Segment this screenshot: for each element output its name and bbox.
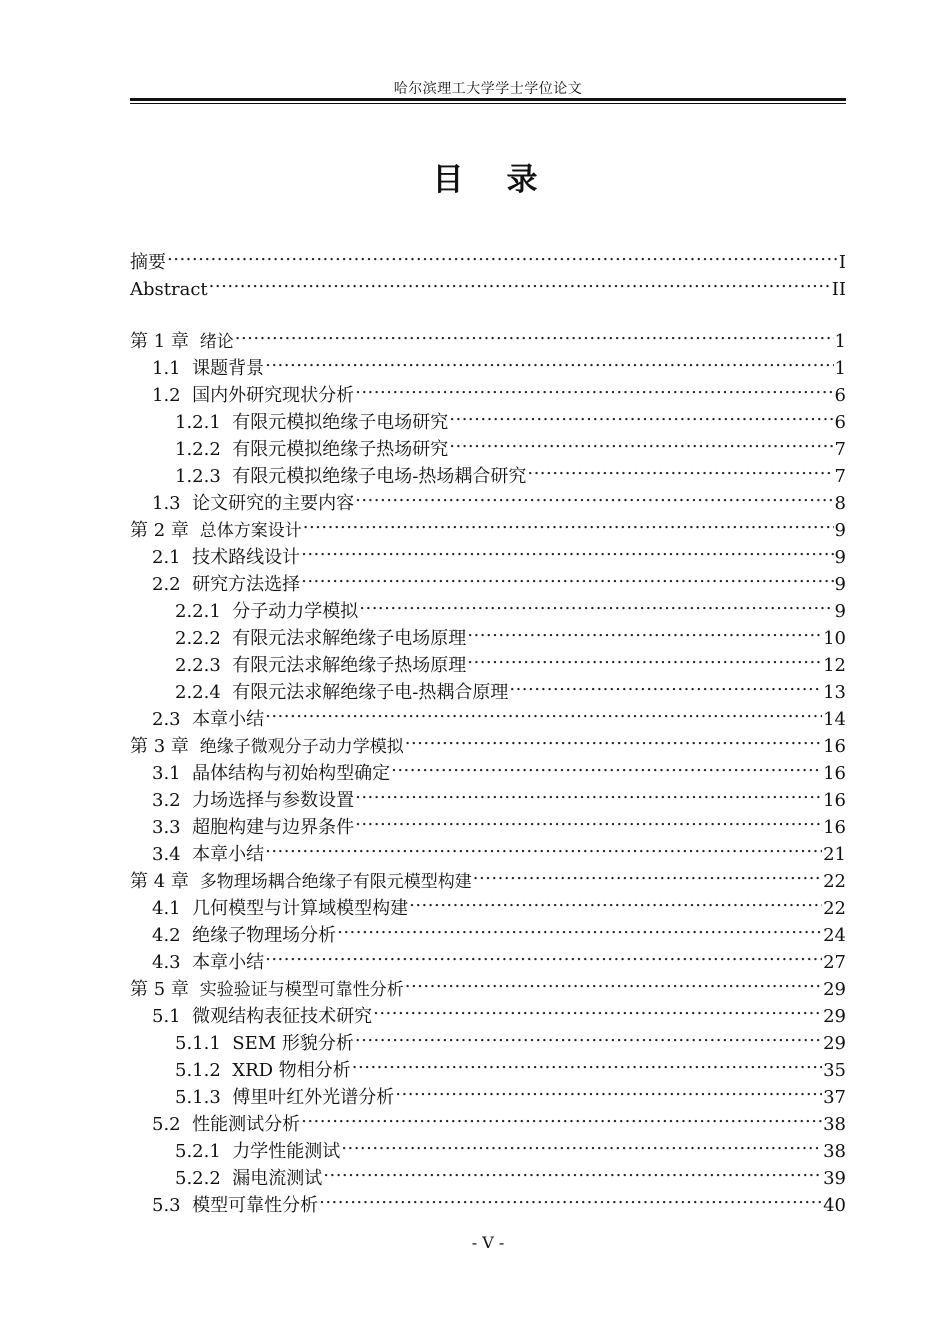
toc-entry-page: 16 — [823, 790, 846, 811]
toc-entry-title: 实验验证与模型可靠性分析 — [199, 980, 404, 1000]
toc-entry-label — [175, 1057, 351, 1084]
toc-entry-number: 5.2.1 — [175, 1141, 221, 1162]
toc-entry-page: 9 — [834, 574, 846, 595]
toc-entry-label — [152, 1111, 300, 1138]
toc-entry-number: 第 2 章 — [130, 520, 189, 541]
toc-entry-number: 3.3 — [152, 817, 181, 838]
toc-entry-number: 第 4 章 — [130, 871, 189, 892]
toc-entry-title: 多物理场耦合绝缘子有限元模型构建 — [199, 872, 472, 892]
toc-entry-page: 22 — [823, 898, 846, 919]
toc-dot-leader — [323, 1157, 822, 1184]
toc-dot-leader — [391, 752, 822, 779]
toc-entry-page: 38 — [823, 1141, 846, 1162]
toc-entry-page: 38 — [823, 1114, 846, 1135]
toc-entry-title: 绝缘子物理场分析 — [192, 925, 337, 946]
toc-entry-label — [130, 976, 404, 1004]
page-number-footer: - V - — [471, 1233, 505, 1252]
toc-dot-leader — [337, 914, 822, 941]
toc-entry-title: 课题背景 — [192, 358, 265, 379]
toc-entry-label — [175, 436, 448, 463]
toc-entry-label — [175, 1165, 322, 1192]
toc-entry-title: 论文研究的主要内容 — [192, 493, 355, 514]
toc-entry-title: 有限元模拟绝缘子热场研究 — [232, 439, 449, 460]
toc-entry-title: 有限元法求解绝缘子热场原理 — [232, 655, 467, 676]
toc-entry-title: 超胞构建与边界条件 — [192, 817, 355, 838]
toc-entry-number: 1.1 — [152, 358, 181, 379]
toc-entry-number: 第 3 章 — [130, 736, 189, 757]
toc-entry-label — [152, 706, 264, 733]
toc-entry-number: 3.2 — [152, 790, 181, 811]
toc-entry-number: 5.1 — [152, 1006, 181, 1027]
toc-dot-leader — [319, 1184, 822, 1211]
toc-entry-label — [130, 517, 302, 545]
page-title: 目 录 — [432, 162, 544, 198]
toc-dot-leader — [341, 1130, 822, 1157]
toc-dot-leader — [409, 887, 822, 914]
toc-dot-leader — [527, 455, 833, 482]
toc-entry-number: 2.1 — [152, 547, 181, 568]
toc-entry-number: 1.2.2 — [175, 439, 221, 460]
toc-entry-page: 16 — [823, 736, 846, 757]
toc-entry-page: 6 — [834, 385, 846, 406]
toc-dot-leader — [301, 536, 833, 563]
toc-entry-page: II — [831, 279, 846, 300]
toc-dot-leader — [265, 833, 822, 860]
toc-entry-label — [152, 949, 264, 976]
toc-entry-label — [152, 382, 354, 409]
toc-entry-title: 力学性能测试 — [232, 1141, 341, 1162]
toc-entry-title: 国内外研究现状分析 — [192, 385, 355, 406]
toc-entry-title: 有限元模拟绝缘子电场-热场耦合研究 — [232, 466, 527, 487]
toc-entry-label — [152, 544, 300, 571]
toc-entry-page: 9 — [834, 520, 846, 541]
toc-dot-leader — [405, 725, 822, 752]
toc-entry-page: 12 — [823, 655, 846, 676]
toc-entry-number: 1.2 — [152, 385, 181, 406]
toc-dot-leader — [265, 941, 822, 968]
toc-entry-title: 总体方案设计 — [199, 521, 302, 541]
toc-entry-label — [152, 571, 300, 598]
toc-dot-leader — [355, 482, 833, 509]
toc-entry-title: 摘要 — [130, 252, 166, 273]
toc-entry-number: 4.1 — [152, 898, 181, 919]
toc-entry-page: 39 — [823, 1168, 846, 1189]
toc-entry-page: 37 — [823, 1087, 846, 1108]
toc-entry-number: 第 5 章 — [130, 979, 189, 1000]
toc-entry-label — [152, 1192, 318, 1219]
toc-entry-number: 1.2.3 — [175, 466, 221, 487]
toc-entry-title: 本章小结 — [192, 709, 265, 730]
toc-entry-number: 5.2 — [152, 1114, 181, 1135]
toc-dot-leader — [373, 995, 822, 1022]
toc-entry-number: 5.3 — [152, 1195, 181, 1216]
toc-entry-title: SEM 形貌分析 — [232, 1033, 354, 1054]
toc-entry-page: 29 — [823, 1006, 846, 1027]
toc-entry-title: 有限元法求解绝缘子电场原理 — [232, 628, 467, 649]
toc-entry[interactable] — [130, 241, 846, 273]
toc-dot-leader — [449, 428, 833, 455]
toc-entry[interactable] — [130, 347, 846, 379]
toc-dot-leader — [301, 1103, 822, 1130]
toc-entry-label — [175, 625, 466, 652]
toc-entry-number: 2.2.3 — [175, 655, 221, 676]
toc-entry-page: 9 — [834, 601, 846, 622]
toc-entry-page: 24 — [823, 925, 846, 946]
toc-entry-page: 21 — [823, 844, 846, 865]
toc-entry-title: 力场选择与参数设置 — [192, 790, 355, 811]
toc-entry-label — [152, 1003, 372, 1030]
toc-dot-leader — [209, 268, 831, 295]
toc-entry-title: 绪论 — [199, 332, 234, 352]
toc-entry-number: 4.3 — [152, 952, 181, 973]
toc-entry-number: 2.3 — [152, 709, 181, 730]
toc-entry-label — [130, 276, 208, 303]
toc-dot-leader — [509, 671, 822, 698]
toc-entry-page: 1 — [834, 331, 846, 352]
toc-entry-title: 绝缘子微观分子动力学模拟 — [199, 737, 404, 757]
toc-entry-number: 第 1 章 — [130, 331, 189, 352]
toc-dot-leader — [355, 1022, 822, 1049]
toc-entry-label — [152, 841, 264, 868]
toc-entry-label — [130, 733, 404, 761]
toc-entry-number: 2.2.1 — [175, 601, 221, 622]
toc-entry-page: 8 — [834, 493, 846, 514]
toc-entry-title: 本章小结 — [192, 844, 265, 865]
toc-dot-leader — [467, 617, 822, 644]
toc-entry-title: 几何模型与计算域模型构建 — [192, 898, 409, 919]
toc-entry-label — [175, 1030, 354, 1057]
toc-entry-label — [130, 249, 166, 276]
toc-entry-page: 22 — [823, 871, 846, 892]
toc-entry-page: 9 — [834, 547, 846, 568]
toc-dot-leader — [355, 374, 833, 401]
toc-entry-title: 晶体结构与初始构型确定 — [192, 763, 391, 784]
toc-dot-leader — [467, 644, 822, 671]
toc-entry-page: 29 — [823, 979, 846, 1000]
toc-entry-label — [175, 1138, 340, 1165]
toc-dot-leader — [359, 590, 833, 617]
toc-entry-label — [175, 652, 466, 679]
toc-entry-page: 7 — [834, 466, 846, 487]
toc-entry-number: 1.2.1 — [175, 412, 221, 433]
toc-chapter-entry[interactable] — [130, 320, 846, 352]
toc-entry-label — [152, 787, 354, 814]
toc-dot-leader — [355, 779, 822, 806]
header-rule-thick — [130, 98, 846, 101]
toc-dot-leader — [355, 806, 822, 833]
toc-dot-leader — [235, 320, 834, 347]
toc-entry-page: 1 — [834, 358, 846, 379]
toc-entry-number: 1.3 — [152, 493, 181, 514]
toc-entry-title: 微观结构表征技术研究 — [192, 1006, 373, 1027]
toc-entry-number: 3.4 — [152, 844, 181, 865]
toc-entry[interactable] — [130, 268, 846, 300]
toc-entry-number: 2.2 — [152, 574, 181, 595]
toc-entry-title: 漏电流测试 — [232, 1168, 323, 1189]
toc-entry-title: 研究方法选择 — [192, 574, 301, 595]
toc-entry-title: 技术路线设计 — [192, 547, 301, 568]
toc-entry-title: 本章小结 — [192, 952, 265, 973]
toc-entry-title: 模型可靠性分析 — [192, 1195, 319, 1216]
toc-entry-label — [130, 328, 234, 356]
toc-entry-page: 40 — [823, 1195, 846, 1216]
toc-dot-leader — [265, 347, 833, 374]
toc-entry-page: I — [838, 252, 846, 273]
toc-entry-page: 7 — [834, 439, 846, 460]
toc-dot-leader — [405, 968, 822, 995]
toc-dot-leader — [301, 563, 833, 590]
toc-dot-leader — [352, 1049, 822, 1076]
toc-entry-title: XRD 物相分析 — [232, 1060, 351, 1081]
toc-entry-page: 29 — [823, 1033, 846, 1054]
toc-dot-leader — [167, 241, 838, 268]
toc-entry-page: 16 — [823, 763, 846, 784]
toc-entry-label — [175, 409, 448, 436]
header-rule-thin — [130, 103, 846, 104]
toc-entry-title: Abstract — [130, 279, 208, 300]
toc-entry-page: 16 — [823, 817, 846, 838]
toc-entry-title: 性能测试分析 — [192, 1114, 301, 1135]
toc-entry-title: 有限元法求解绝缘子电-热耦合原理 — [232, 682, 509, 703]
toc-entry-label — [175, 598, 358, 625]
toc-entry-number: 5.1.3 — [175, 1087, 221, 1108]
toc-entry-number: 4.2 — [152, 925, 181, 946]
toc-dot-leader — [265, 698, 822, 725]
toc-entry-number: 5.2.2 — [175, 1168, 221, 1189]
toc-entry-page: 6 — [834, 412, 846, 433]
toc-entry-title: 有限元模拟绝缘子电场研究 — [232, 412, 449, 433]
toc-dot-leader — [473, 860, 822, 887]
toc-entry-title: 傅里叶红外光谱分析 — [232, 1087, 395, 1108]
toc-entry-title: 分子动力学模拟 — [232, 601, 359, 622]
toc-entry-label — [152, 355, 264, 382]
toc-entry-page: 35 — [823, 1060, 846, 1081]
toc-dot-leader — [395, 1076, 822, 1103]
toc-entry-page: 14 — [823, 709, 846, 730]
toc-entry-page: 27 — [823, 952, 846, 973]
toc-entry-number: 5.1.2 — [175, 1060, 221, 1081]
toc-dot-leader — [449, 401, 833, 428]
toc-entry-number: 2.2.4 — [175, 682, 221, 703]
table-of-contents — [130, 241, 846, 1216]
toc-entry-page: 10 — [823, 628, 846, 649]
toc-entry-number: 2.2.2 — [175, 628, 221, 649]
toc-entry-number: 3.1 — [152, 763, 181, 784]
toc-entry-number: 5.1.1 — [175, 1033, 221, 1054]
toc-dot-leader — [303, 509, 834, 536]
toc-entry-page: 13 — [823, 682, 846, 703]
page-header: 哈尔滨理工大学学士学位论文 — [393, 81, 583, 97]
